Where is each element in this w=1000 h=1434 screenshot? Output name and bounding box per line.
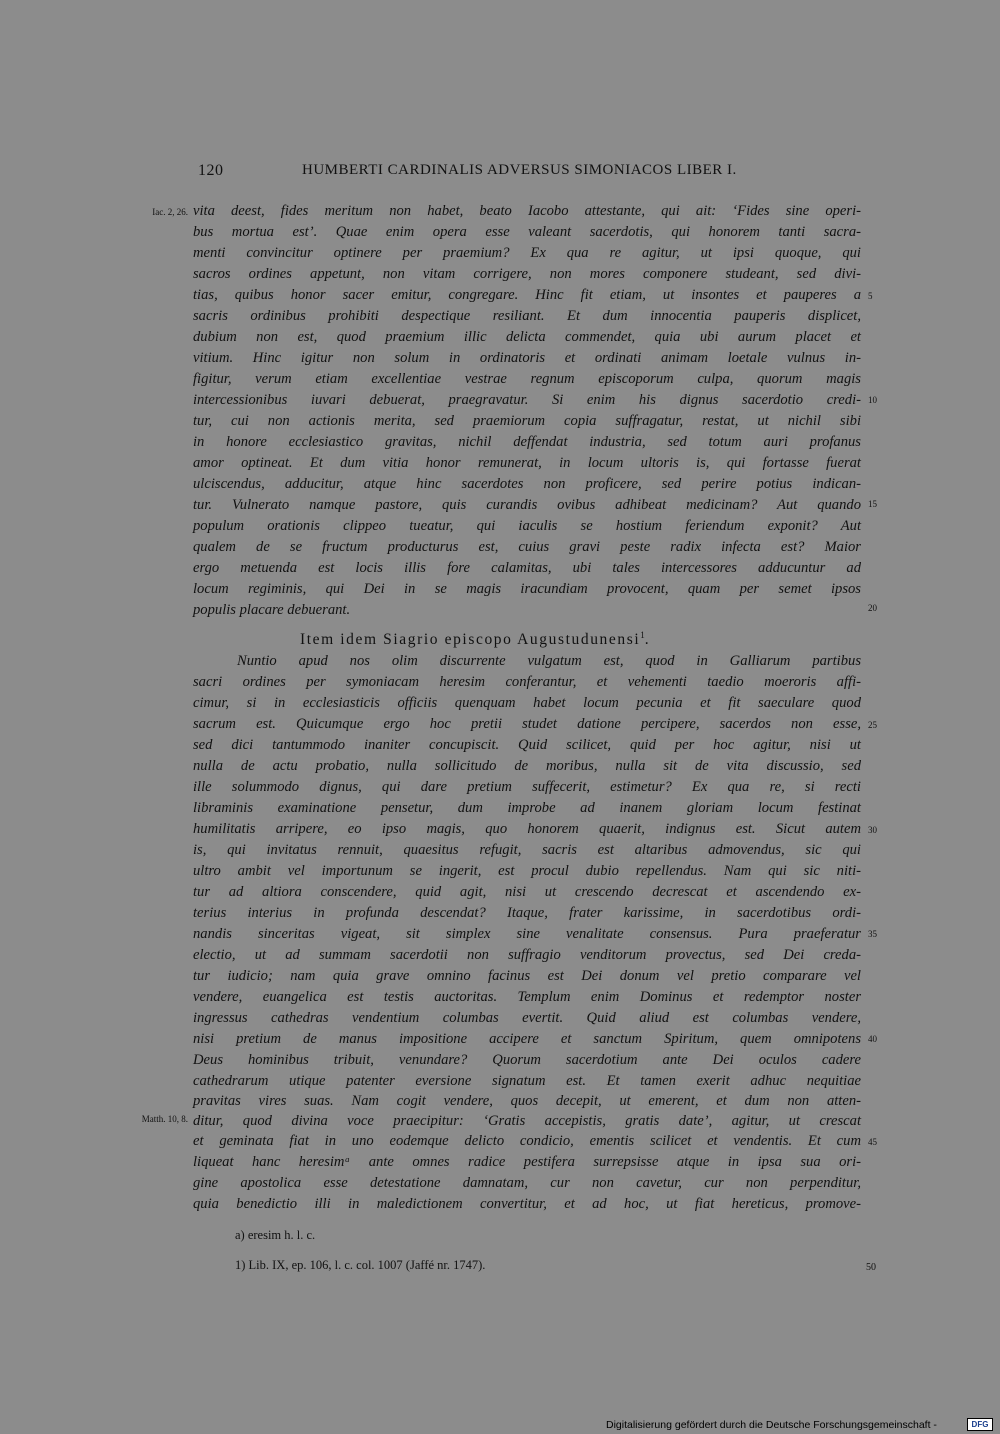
text-line: pravitas vires suas. Nam cogit vendere, quos decepit, ut emerent, et dum non atten- [193,1093,861,1109]
text-line: ditur, quod divina voce praecipitur: ‘Gratis accepistis, gratis date’, agitur, ut crescat [193,1113,861,1129]
text-line: liqueat hanc heresimᵃ ante omnes radice pestifera surrepsisse atque in ipsa sua ori- [193,1154,861,1170]
text-line: tur ad altiora conscendere, quid agit, nisi ut crescendo decrescat et ascendendo ex- [193,884,861,900]
line-number: 25 [868,720,877,730]
margin-reference: Matth. 10, 8. [141,1114,188,1124]
footnote-a: a) eresim h. l. c. [235,1228,316,1242]
line-number: 30 [868,825,877,835]
text-line: tur, cui non actionis merita, sed praemiorum copia suffragatur, restat, ut nichil sibi [193,413,861,429]
text-line: amor optineat. Et dum vitia honor remunerat, in locum ultoris is, qui fortasse fuerat [193,455,861,471]
line-number: 35 [868,929,877,939]
dfg-logo: DFG [967,1418,993,1431]
text-line: bus mortua est’. Quae enim opera esse valeant sacerdotis, qui honorem tanti sacra- [193,224,861,240]
text-line: nandis sinceritas vigeat, sit simplex sine venalitate consensus. Pura praeferatur [193,926,861,942]
section-title-text: Item idem Siagrio episcopo Augustudunensi [300,631,641,649]
text-line: quia benedictio illi in maledictionem convertitur, et ad hoc, ut fiat hereticus, promove- [193,1196,861,1212]
page-header [198,162,758,184]
text-line: figitur, verum etiam excellentiae vestrae regnum episcoporum culpa, quorum magis [193,371,861,387]
margin-reference: Iac. 2, 26. [152,207,188,217]
text-line: populum orationis clippeo tueatur, qui iaculis se hostium feriendum exponit? Aut [193,518,861,534]
line-number: 50 [866,1262,876,1273]
text-line: ille solummodo dignus, qui dare pretium suffecerit, estimetur? Ex qua re, si recti [193,779,861,795]
section-title: Item idem Siagrio episcopo Augustudunensi$^1$. [300,630,651,649]
text-line: menti convincitur optinere per praemium? Ex qua re agitur, ut ipsi quoque, qui [193,245,861,261]
text-line: Nuntio apud nos olim discurrente vulgatum est, quod in Galliarum partibus [237,653,861,669]
text-line: in honore ecclesiastico gravitas, nichil deffendat industria, sed totum auri profanus [193,434,861,450]
text-line: vitium. Hinc igitur non solum in ordinatoris et ordinati animam loetale vulnus in- [193,350,861,366]
text-line: ulciscendus, adducitur, atque hinc sacerdotes non proficere, sed perire potius indican- [193,476,861,492]
running-head: HUMBERTI CARDINALIS ADVERSUS SIMONIACOS LIBER I. [302,162,737,178]
section-title-note: 1 [640,630,645,640]
text-line: is, qui invitatus rennuit, quaesitus refugit, sacris est altaribus admovendus, sic qui [193,842,861,858]
text-line: terius interius in profunda descendat? Itaque, frater karissime, in sacerdotibus ordi- [193,905,861,921]
line-number: 10 [868,395,877,405]
text-line: electio, ut ad summam sacerdotii non suffragio venditorum provectus, sed Dei creda- [193,947,861,963]
text-line: libraminis examinatione pensetur, dum improbe ad inanem gloriam locum festinat [193,800,861,816]
text-line: Deus hominibus tribuit, venundare? Quorum sacerdotium ante Dei oculos cadere [193,1052,861,1068]
text-line: vendere, euangelica est testis auctoritas. Templum enim Dominus et redemptor noster [193,989,861,1005]
text-line: nisi pretium de manus impositione accipere et sanctum Spiritum, quem omnipotens [193,1031,861,1047]
text-line: nulla de actu probatio, nulla sollicitudo de moribus, nulla sit de vita discussio, sed [193,758,861,774]
text-line: dubium non est, quod praemium illic delicta commendet, quia ubi aurum placet et [193,329,861,345]
text-line: sacrum est. Quicumque ergo hoc pretii studet datione percipere, sacerdos non esse, [193,716,861,732]
text-line: humilitatis arripere, eo ipso magis, quo honorem quaerit, indignus est. Sicut autem [193,821,861,837]
text-line: sacris ordinibus prohibiti despectique resiliant. Et dum innocentia pauperis displicet, [193,308,861,324]
text-line: tur iudicio; nam quia grave omnino facinus est Dei donum vel pretio comparare vel [193,968,861,984]
text-line: sed dici tantummodo inaniter concupiscit. Quid scilicet, quid per hoc agitur, nisi ut [193,737,861,753]
text-line: ingressus cathedras vendentium columbas evertit. Quid aliud est columbas vendere, [193,1010,861,1026]
text-line: tur. Vulnerato namque pastore, quis curandis ovibus adhibeat medicinam? Aut quando [193,497,861,513]
line-number: 5 [868,291,873,301]
line-number: 15 [868,499,877,509]
text-line: cathedrarum utique patenter eversione signatum est. Et tamen exerit adhuc nequitiae [193,1073,861,1089]
line-number: 20 [868,603,877,613]
digitization-credit: Digitalisierung gefördert durch die Deutsche Forschungsgemeinschaft - [606,1419,937,1431]
page-number: 120 [198,162,224,179]
footnote-1: 1) Lib. IX, ep. 106, l. c. col. 1007 (Jaffé nr. 1747). [235,1258,486,1272]
text-line: et geminata fiat in uno eodemque delicto condicio, ementis scilicet et vendentis. Et cum [193,1133,861,1149]
text-line: locum regiminis, qui Dei in se magis iracundiam provocent, quam per semet ipsos [193,581,861,597]
text-line: vita deest, fides meritum non habet, beato Iacobo attestante, qui ait: ‘Fides sine operi- [193,203,861,219]
text-line: ergo metuenda est locis illis fore calamitas, ubi tales intercessores adducuntur ad [193,560,861,576]
text-line: ultro ambit vel importunum se ingerit, est procul dubio repellendus. Nam qui sic niti- [193,863,861,879]
line-number: 40 [868,1034,877,1044]
line-number: 45 [868,1137,877,1147]
text-line: intercessionibus iuvari debuerat, praegravatur. Si enim his dignus sacerdotio credi- [193,392,861,408]
text-line: populis placare debuerant. [193,602,351,618]
text-line: sacri ordines per symoniacam heresim conferantur, et vehementi taedio moeroris affi- [193,674,861,690]
text-line: gine apostolica esse detestatione damnatam, cur non cavetur, cur non perpenditur, [193,1175,861,1191]
text-line: cimur, si in ecclesiasticis officiis quenquam habet locum pecunia et fit saeculare quod [193,695,861,711]
text-line: tias, quibus honor sacer emitur, congregare. Hinc fit etiam, ut insontes et pauperes a [193,287,861,303]
text-line: qualem de se fructum producturus est, cuius gravi peste radix infecta est? Maior [193,539,861,555]
text-line: sacros ordines appetunt, non vitam corrigere, non mores componere studeant, sed divi- [193,266,861,282]
